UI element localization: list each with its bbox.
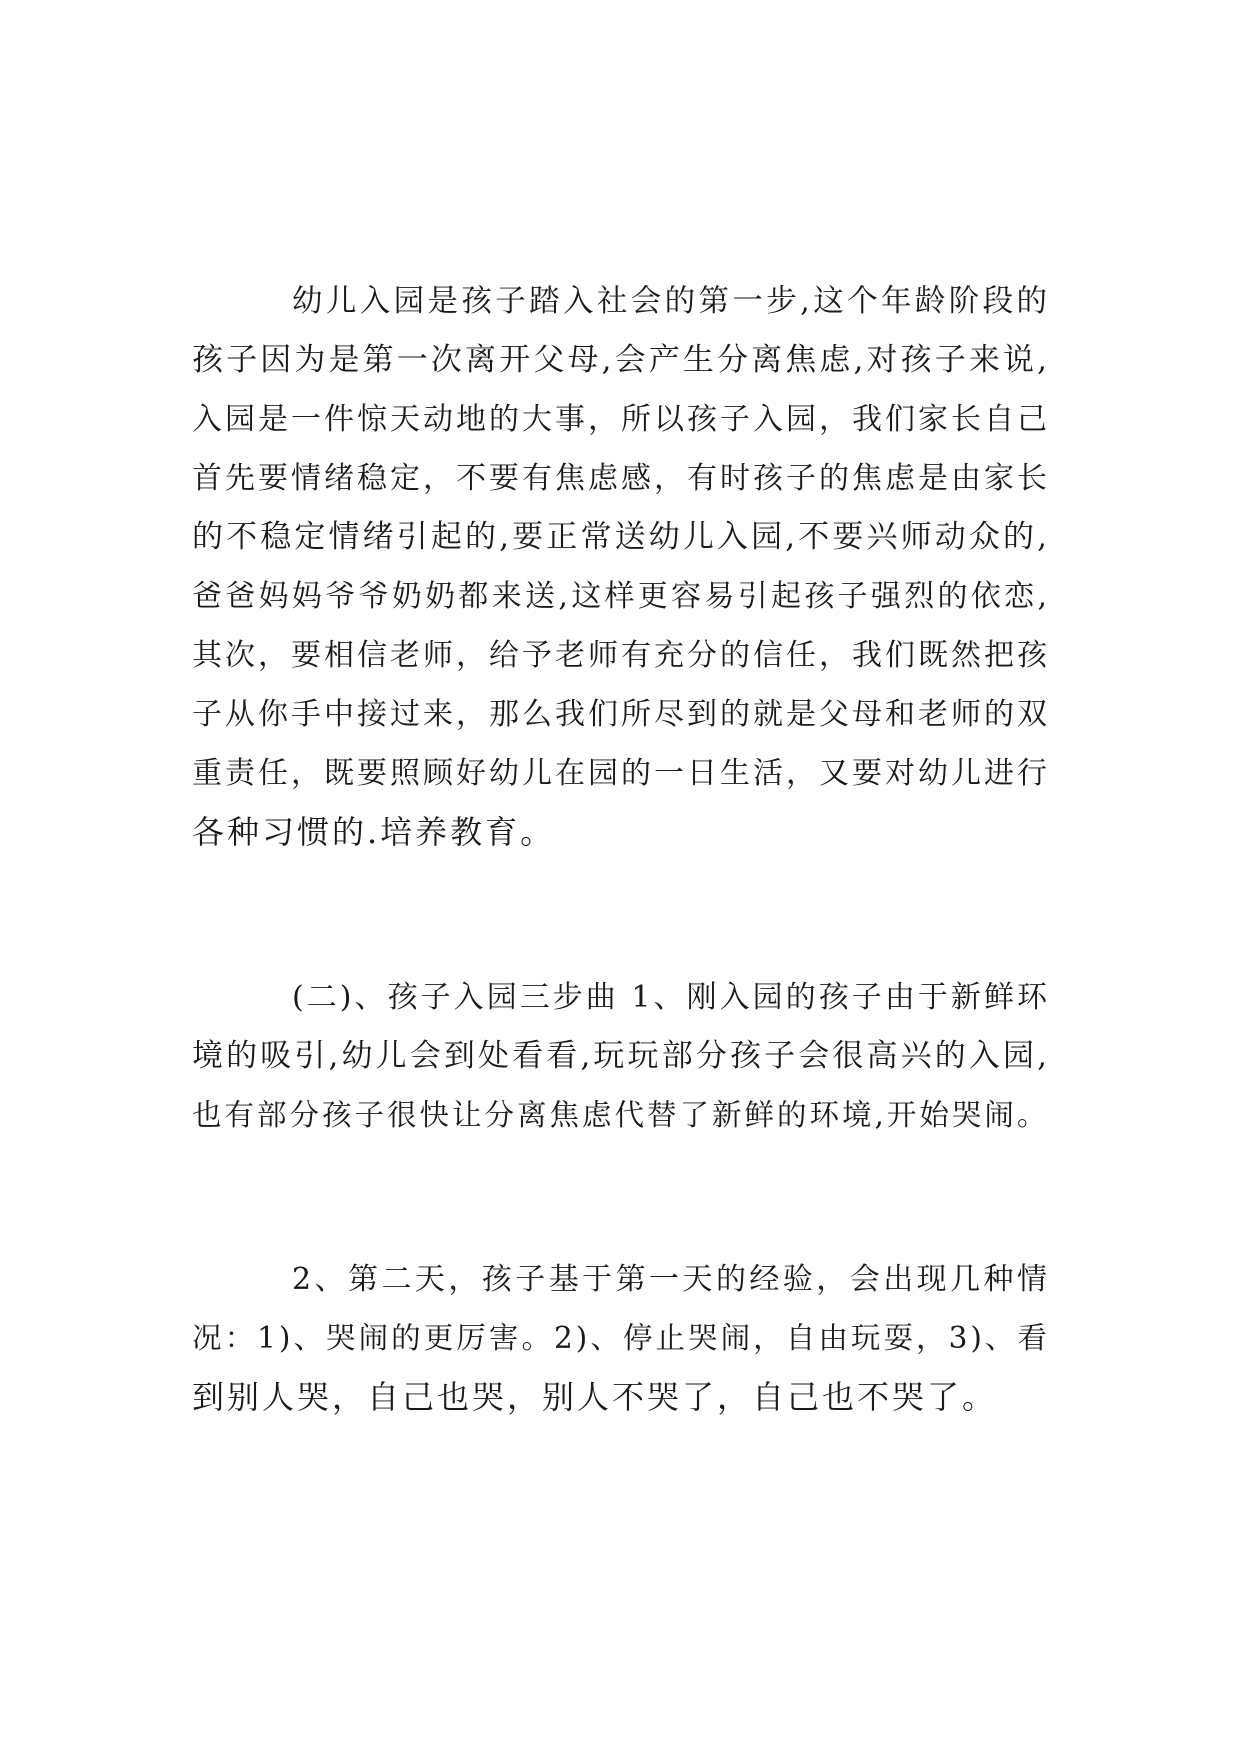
paragraph-line: 首先要情绪稳定，不要有焦虑感，有时孩子的焦虑是由家长 [192,461,1050,496]
paragraph-line: 幼儿入园是孩子踏入社会的第一步,这个年龄阶段的 [292,284,1050,319]
paragraph-2 [192,968,1050,1145]
paragraph-line: 境的吸引,幼儿会到处看看,玩玩部分孩子会很高兴的入园, [192,1038,1050,1074]
paragraph-line: 各种习惯的.培养教育。 [192,813,556,851]
paragraph-line: 其次，要相信老师，给予老师有充分的信任，我们既然把孩 [192,638,1050,673]
paragraph-line: (二)、孩子入园三步曲 1、刚入园的孩子由于新鲜环 [292,980,1050,1015]
paragraph-line: 也有部分孩子很快让分离焦虑代替了新鲜的环境,开始哭闹。 [192,1098,1050,1132]
paragraph-line: 入园是一件惊天动地的大事，所以孩子入园，我们家长自己 [192,402,1050,437]
paragraph-3 [192,1250,1050,1427]
paragraph-line: 到别人哭，自己也哭，别人不哭了，自己也不哭了。 [192,1378,998,1416]
paragraph-line: 爸爸妈妈爷爷奶奶都来送,这样更容易引起孩子强烈的依恋, [192,579,1050,614]
paragraph-1 [192,272,1050,862]
paragraph-line: 况：1)、哭闹的更厉害。2)、停止哭闹，自由玩耍，3)、看 [192,1321,1050,1355]
paragraph-line: 子从你手中接过来，那么我们所尽到的就是父母和老师的双 [192,697,1050,732]
paragraph-line: 的不稳定情绪引起的,要正常送幼儿入园,不要兴师动众的, [192,519,1050,555]
paragraph-line: 2、第二天，孩子基于第一天的经验，会出现几种情 [292,1262,1050,1297]
paragraph-line: 孩子因为是第一次离开父母,会产生分离焦虑,对孩子来说, [192,342,1050,378]
paragraph-line: 重责任，既要照顾好幼儿在园的一日生活，又要对幼儿进行 [192,756,1050,791]
